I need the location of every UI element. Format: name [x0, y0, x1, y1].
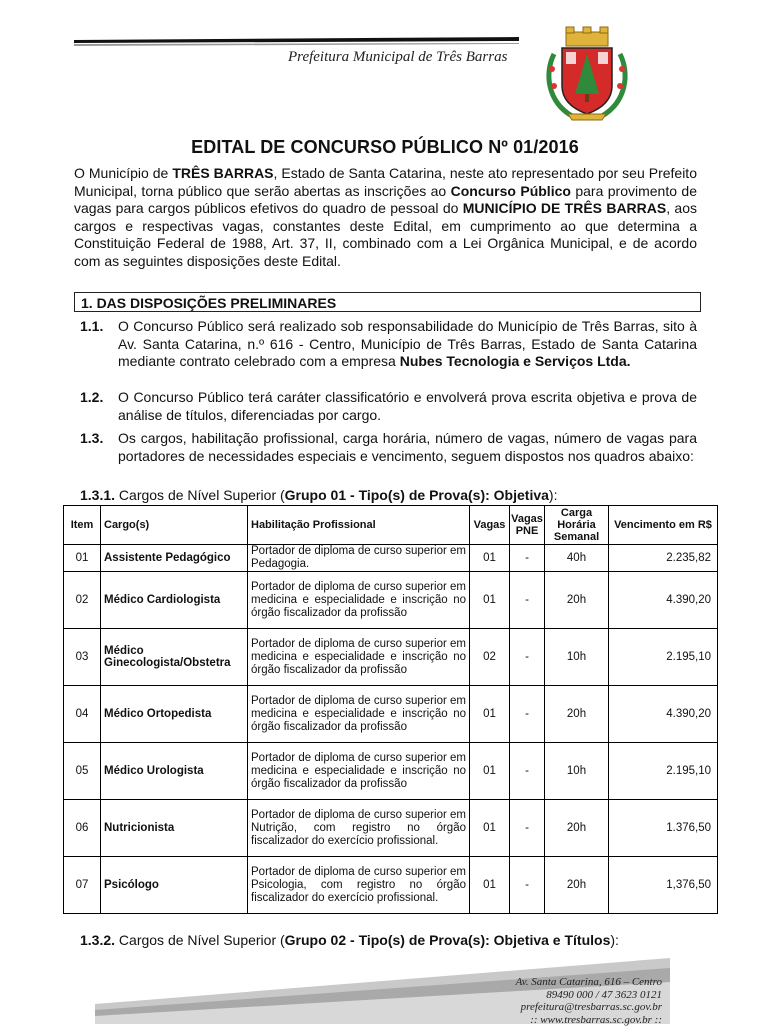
col-header-vagas: Vagas — [470, 506, 510, 545]
table-row: 07 Psicólogo Portador de diploma de curso superior em Psicologia, com registro no órgão fiscalizador do exercício profissional. 01 - 20h 1,376,50 — [64, 857, 718, 914]
col-header-carga-horaria: Carga Horária Semanal — [545, 506, 609, 545]
table-row: 06 Nutricionista Portador de diploma de curso superior em Nutrição, com registro no órgão fiscalizador do exercício profissional. 01 - 20h 1.376,50 — [64, 800, 718, 857]
footer-contact — [516, 976, 662, 1026]
col-header-vagas-pne: Vagas PNE — [510, 506, 545, 545]
footer-address: Av. Santa Catarina, 616 – Centro — [516, 976, 662, 989]
table-row: 03 Médico Ginecologista/Obstetra Portador de diploma de curso superior em medicina e especialidade e inscrição no órgão fiscalizador da profissão 02 - 10h 2.195,10 — [64, 629, 718, 686]
table-row: 01 Assistente Pedagógico Portador de diploma de curso superior em Pedagogia. 01 - 40h 2.235,82 — [64, 545, 718, 572]
header-rule — [74, 37, 519, 47]
col-header-habilitacao: Habilitação Profissional — [248, 506, 470, 545]
col-header-vencimento: Vencimento em R$ — [609, 506, 718, 545]
table-row: 02 Médico Cardiologista Portador de diploma de curso superior em medicina e especialidade e inscrição no órgão fiscalizador da profissão 01 - 20h 4.390,20 — [64, 572, 718, 629]
prefeitura-header-title: Prefeitura Municipal de Três Barras — [288, 49, 507, 66]
clause-1-3: 1.3. Os cargos, habilitação profissional, carga horária, número de vagas, número de vagas para portadores de necessidades especiais e vencimento, seguem dispostos nos quadros abaixo: — [80, 430, 697, 465]
footer-email: prefeitura@tresbarras.sc.gov.br — [516, 1001, 662, 1014]
footer-site: :: www.tresbarras.sc.gov.br :: — [516, 1014, 662, 1026]
clause-1-2: 1.2. O Concurso Público terá caráter classificatório e envolverá prova escrita objetiva e prova de análise de títulos, diferenciadas por cargo. — [80, 389, 697, 424]
page-title: EDITAL DE CONCURSO PÚBLICO Nº 01/2016 — [0, 137, 770, 158]
section-heading-preliminares: 1. DAS DISPOSIÇÕES PRELIMINARES — [74, 292, 701, 312]
subsection-1-3-2: 1.3.2. Cargos de Nível Superior (Grupo 02 - Tipo(s) de Prova(s): Objetiva e Títulos): — [80, 931, 619, 949]
intro-paragraph: O Município de TRÊS BARRAS, Estado de Santa Catarina, neste ato representado por seu Prefeito Municipal, torna público que serão abertas as inscrições ao Concurso Público para provimento de vagas para cargos públicos efetivos do quadro de pessoal do MUNICÍPIO DE TRÊS BARRAS, aos cargos e respectivas vagas, constantes deste Edital, em cumprimento ao que determina a Constituição Federal de 1988, Art. 37, II, combinado com a Lei Orgânica Municipal, e de acordo com as seguintes disposições deste Edital. — [74, 165, 697, 271]
table-row: 04 Médico Ortopedista Portador de diploma de curso superior em medicina e especialidade e inscrição no órgão fiscalizador da profissão 01 - 20h 4.390,20 — [64, 686, 718, 743]
municipal-coat-of-arms-icon — [542, 24, 632, 124]
clause-1-1: 1.1. O Concurso Público será realizado sob responsabilidade do Município de Três Barras, sito à Av. Santa Catarina, n.º 616 - Centro, Município de Três Barras, Estado de Santa Catarina mediante contrato celebrado com a empresa Nubes Tecnologia e Serviços Ltda. — [80, 318, 697, 371]
footer-phone: 89490 000 / 47 3623 0121 — [516, 989, 662, 1002]
cargos-table — [63, 505, 718, 914]
table-header-row — [64, 506, 718, 545]
col-header-cargo: Cargo(s) — [101, 506, 248, 545]
col-header-item: Item — [64, 506, 101, 545]
table-row: 05 Médico Urologista Portador de diploma de curso superior em medicina e especialidade e inscrição no órgão fiscalizador da profissão 01 - 10h 2.195,10 — [64, 743, 718, 800]
subsection-1-3-1: 1.3.1. Cargos de Nível Superior (Grupo 01 - Tipo(s) de Prova(s): Objetiva): — [80, 486, 557, 504]
